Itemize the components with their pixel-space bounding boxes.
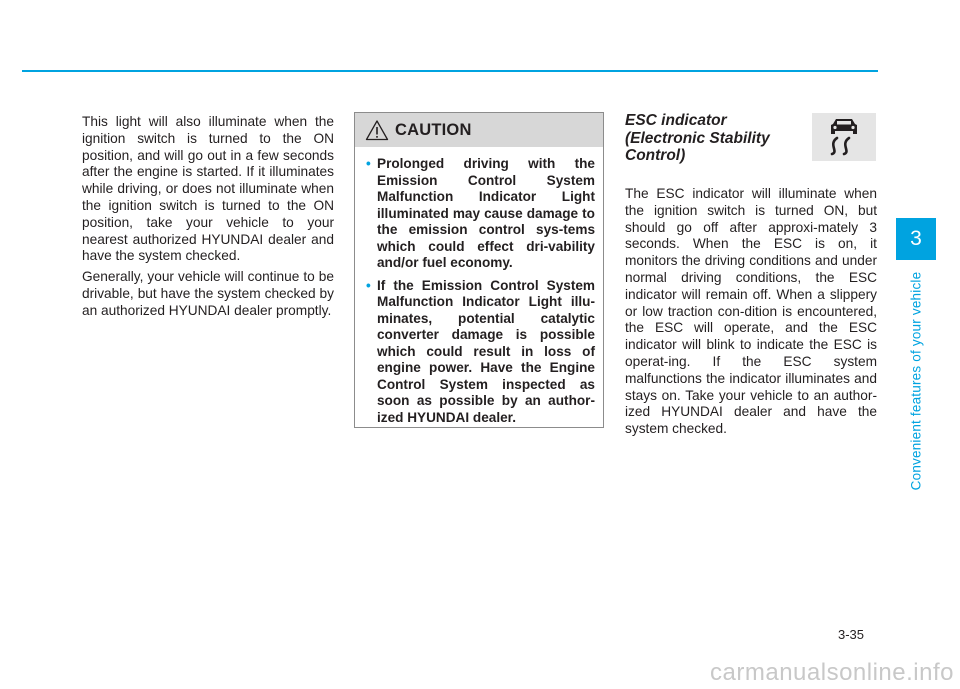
caution-item-text: Prolonged driving with the Emission Control System Malfunction Indicator Light illuminated may cause damage to the emission control sys-tems which could effect dri-vability and/or fuel economy. [377,156,595,270]
esc-indicator-icon-box [812,113,876,161]
caution-item-text: If the Emission Control System Malfunction Indicator Light illu-minates, potential catalytic converter damage is possible which could result in loss of engine power. Have the Engine Control System inspected as soon as possible by an author-ized HYUNDAI dealer. [377,277,595,425]
esc-skid-car-icon [823,116,865,158]
caution-title: CAUTION [395,120,472,139]
caution-item-1 [366,156,595,272]
esc-title-line-3: Control) [625,147,686,164]
top-divider [22,70,878,72]
caution-box [354,112,604,428]
caution-header [355,113,603,147]
esc-title-line-1: ESC indicator [625,112,727,129]
chapter-title-vertical: Convenient features of your vehicle [908,271,924,491]
left-paragraph-1: This light will also illuminate when the ignition switch is turned to the ON position, and will go out in a few seconds after the engine is started. If it illuminates while driving, or does not illuminate when the ignition switch is turned to the ON position, take your vehicle to your nearest authorized HYUNDAI dealer and have the system checked. [82,114,334,264]
left-paragraph-2: Generally, your vehicle will continue to be drivable, but have the system checked by an authorized HYUNDAI dealer promptly. [82,269,334,318]
caution-list [355,147,603,426]
watermark: carmanualsonline.info [710,659,954,686]
bullet-dot: • [366,156,371,171]
esc-section-title [625,112,805,165]
warning-triangle-icon [365,119,389,141]
chapter-tab: 3 [896,218,936,260]
bullet-dot: • [366,277,371,293]
page-number: 3-35 [838,627,865,642]
esc-title-line-2: (Electronic Stability [625,129,770,147]
esc-body-text: The ESC indicator will illuminate when the ignition switch is turned ON, but should go off after approxi-mately 3 seconds. When the ESC is on, it monitors the driving conditions and under normal driving conditions, the ESC indicator will remain off. When a slippery or low traction con-dition is encountered, the ESC will operate, and the ESC indicator will blink to indicate the ESC is operat-ing. If the ESC system malfunctions the indicator illuminates and stays on. Take your vehicle to an author-ized HYUNDAI dealer and have the system checked. [625,186,877,437]
left-column [82,114,334,324]
caution-item-2 [366,278,595,427]
